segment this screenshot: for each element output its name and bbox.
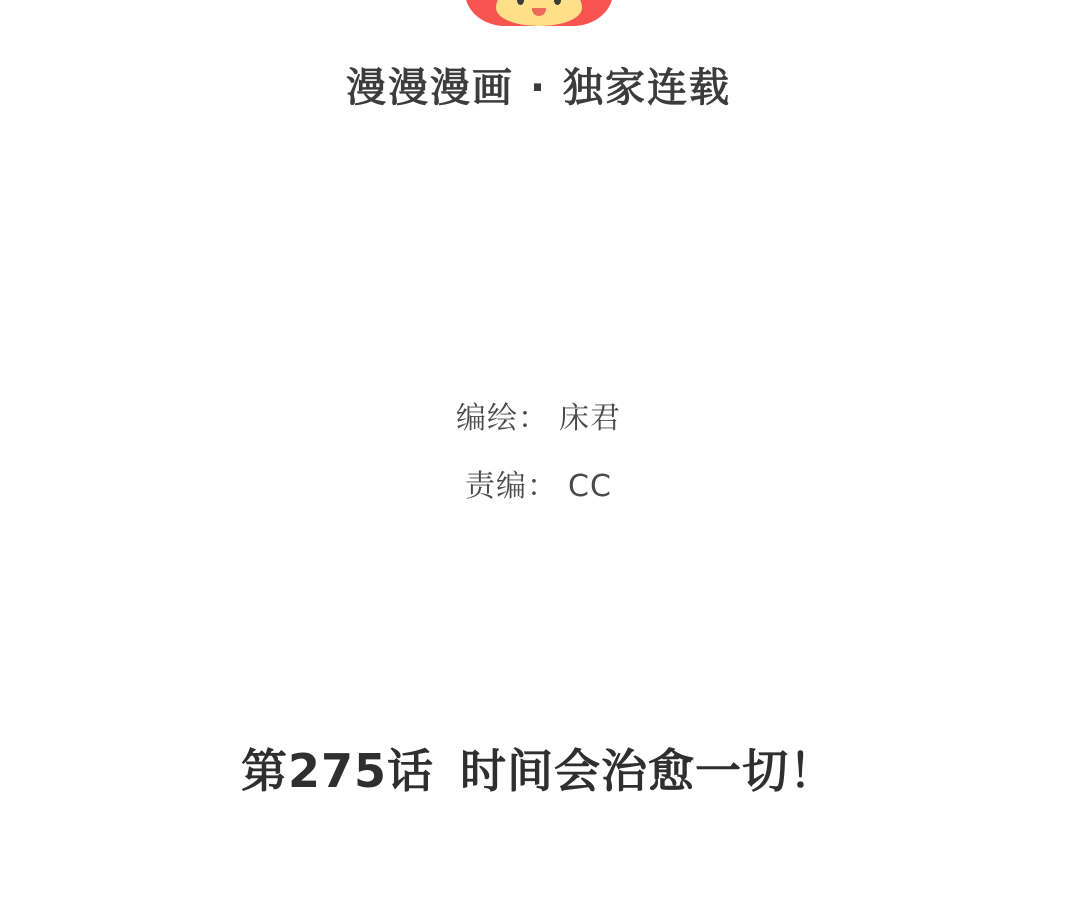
chapter-name: 时间会治愈一切！ (460, 744, 837, 798)
credits-block (0, 385, 1077, 521)
credit-row-editor (0, 453, 1077, 521)
credit-label-editor: 责编： (465, 469, 559, 504)
brand-headline: 漫漫漫画 · 独家连载 (345, 65, 732, 111)
credit-value-editor: CC (568, 469, 612, 504)
mascot-logo-icon (439, 0, 639, 26)
credit-label-artist: 编绘： (456, 401, 549, 436)
credit-value-artist: 床君 (559, 401, 621, 436)
chapter-number: 第275话 (240, 744, 435, 798)
chapter-title (0, 735, 1077, 801)
credit-row-artist (0, 385, 1077, 453)
